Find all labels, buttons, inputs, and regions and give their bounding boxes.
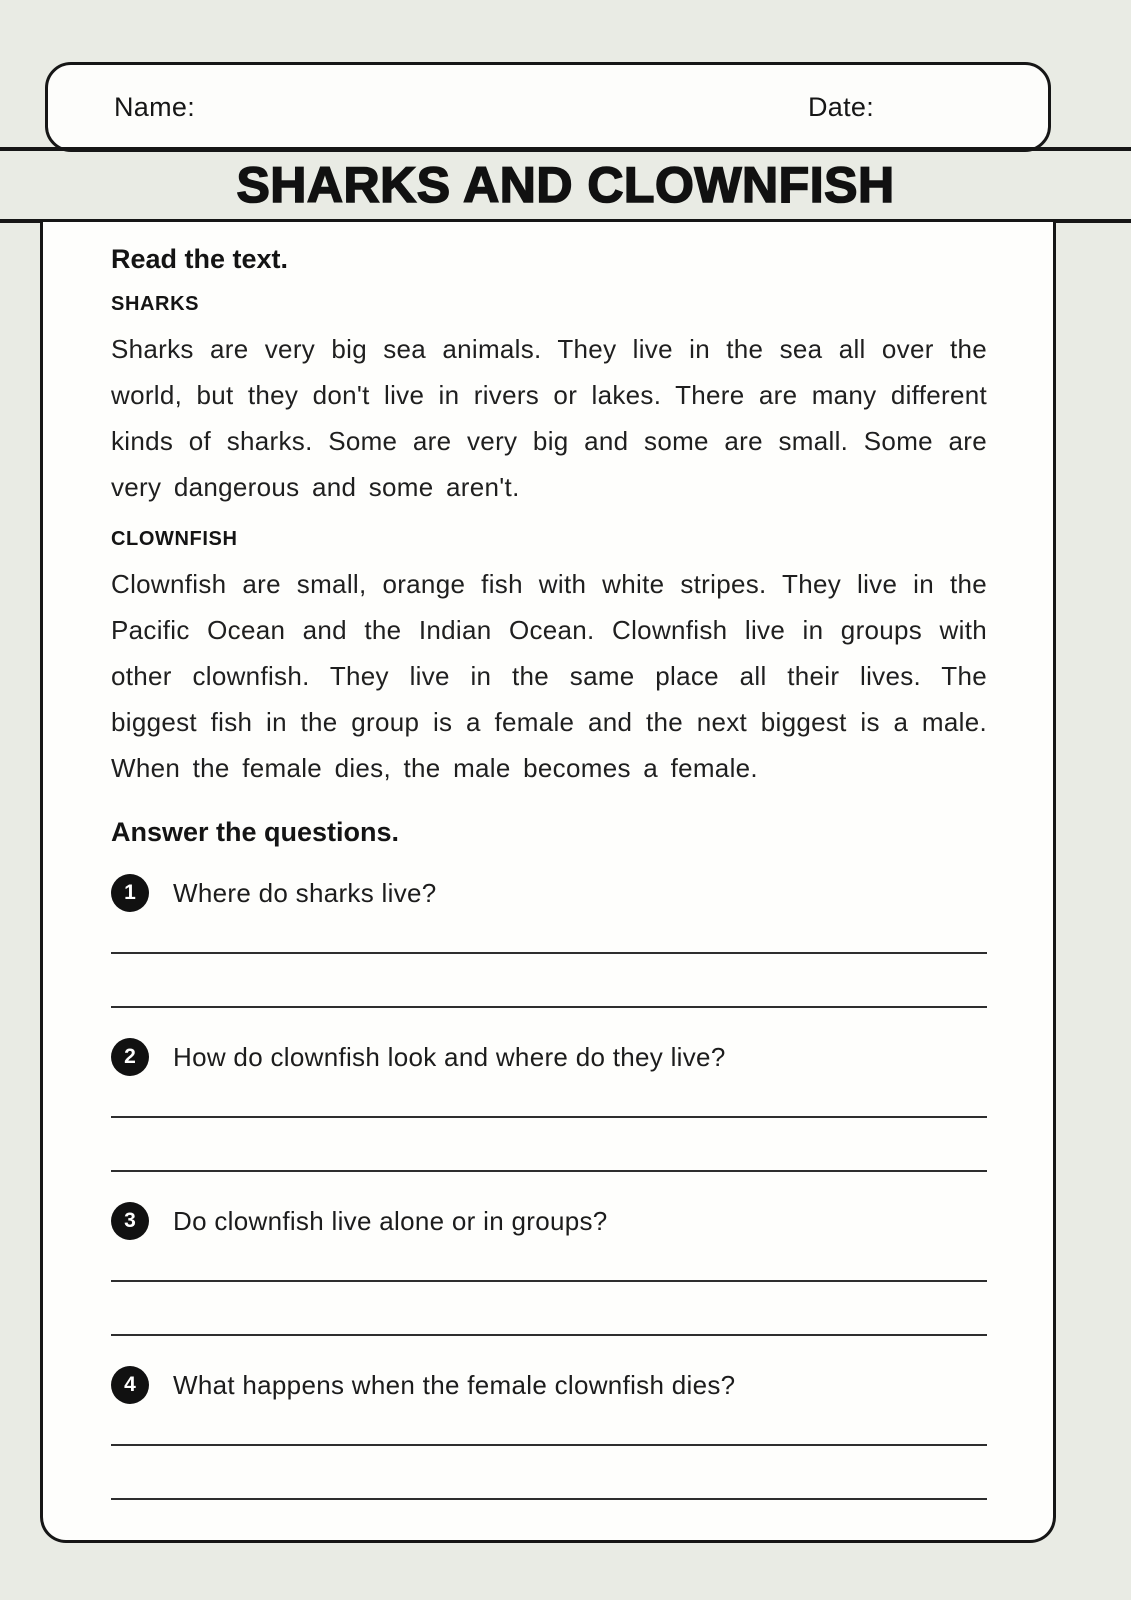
- answer-line[interactable]: [111, 1444, 987, 1446]
- question-row: [111, 1202, 987, 1240]
- question-row: [111, 1038, 987, 1076]
- name-date-box: [45, 62, 1051, 152]
- section-heading-sharks: SHARKS: [111, 293, 200, 315]
- question-text: Where do sharks live?: [173, 877, 437, 908]
- answer-line[interactable]: [111, 1334, 987, 1336]
- question-row: [111, 1366, 987, 1404]
- question-number-badge: 1: [111, 874, 149, 912]
- title-band: [0, 147, 1131, 223]
- read-instruction: Read the text.: [111, 244, 289, 274]
- clownfish-paragraph: Clownfish are small, orange fish with white stripes. They live in the Pacific Ocean and the Indian Ocean. Clownfish live in groups with other clownfish. They live in the same place all their lives. The biggest fish in the group is a female and the next biggest is a male. When the female dies, the male becomes a female.: [111, 569, 987, 783]
- worksheet-body: [40, 219, 1056, 1543]
- question-number-badge: 4: [111, 1366, 149, 1404]
- date-label: Date:: [808, 91, 875, 122]
- section-heading-clownfish: CLOWNFISH: [111, 528, 238, 550]
- question-text: How do clownfish look and where do they live?: [173, 1041, 726, 1072]
- worksheet-page: [0, 62, 1131, 1600]
- name-label: Name:: [114, 91, 196, 122]
- question-1: [111, 874, 987, 1008]
- question-3: [111, 1202, 987, 1336]
- question-number-badge: 3: [111, 1202, 149, 1240]
- answer-line[interactable]: [111, 1280, 987, 1282]
- answer-line[interactable]: [111, 1498, 987, 1500]
- question-2: [111, 1038, 987, 1172]
- question-row: [111, 874, 987, 912]
- question-text: Do clownfish live alone or in groups?: [173, 1205, 608, 1236]
- question-number-badge: 2: [111, 1038, 149, 1076]
- answer-instruction: Answer the questions.: [111, 817, 400, 847]
- answer-line[interactable]: [111, 1116, 987, 1118]
- answer-line[interactable]: [111, 952, 987, 954]
- sharks-paragraph: Sharks are very big sea animals. They live in the sea all over the world, but they don't live in rivers or lakes. There are many different kinds of sharks. Some are very big and some are small. Some are very dangerous and some aren't.: [111, 334, 987, 502]
- answer-line[interactable]: [111, 1006, 987, 1008]
- page-title: SHARKS AND CLOWNFISH: [236, 157, 895, 213]
- answer-line[interactable]: [111, 1170, 987, 1172]
- question-4: [111, 1366, 987, 1500]
- question-text: What happens when the female clownfish dies?: [173, 1369, 736, 1400]
